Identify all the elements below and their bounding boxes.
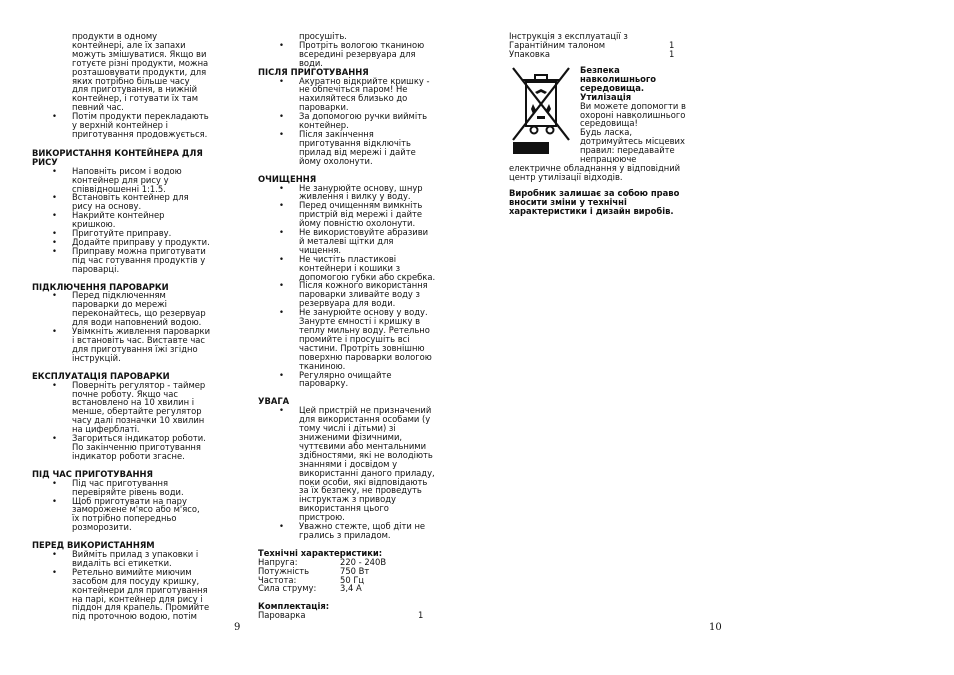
list-item: • Поверніть регулятор - таймер почне роботу. Якщо час встановлено на 10 хвилин і менше, обертайте регулятор часу далі позначки 10 хвилин на циферблаті. [32,381,222,434]
list-item: • Після закінчення приготування відключіть прилад від мережі і дайте йому охолонути. [258,130,448,166]
list-item: • Під час приготування перевіряйте рівень води. [32,479,222,497]
kit-row: Гарантійним талоном 1 [509,39,675,50]
spec-row: Частота: 50 Гц [258,574,365,585]
section-title-during: ПІД ЧАС ПРИГОТУВАННЯ [32,468,153,479]
section-title-clean: ОЧИЩЕННЯ [258,173,317,184]
kit-row: Упаковка 1 [509,48,675,59]
rice-list [32,167,222,274]
clean-list [258,184,448,389]
list-item: • Вийміть прилад з упаковки і видаліть всі етикетки. [32,550,222,568]
cont-list [258,32,448,68]
list-item: • Ретельно вимийте миючим засобом для посуду кришку, контейнери для приготування на парі, контейнер для рису і піддон для крапель. Промийте під проточною водою, потім [32,568,222,621]
list-item: • Встановіть контейнер для рису на основу. [32,193,222,211]
before-list [32,550,222,621]
section-title-specs: Технічні характеристики: [258,547,383,558]
section-title-warning: УВАГА [258,396,290,407]
page-number-right: 10 [709,622,722,633]
list-item: просушіть. [299,31,347,41]
list-item: • Після кожного використання пароварки зливайте воду з резервуара для води. [258,281,448,308]
list-item: • Додайте приправу у продукти. [32,238,222,247]
column-right [509,32,709,59]
column-middle [258,32,448,620]
list-item: • Акуратно відкрийте кришку - не обпечіться паром! Не нахиляйтеся близько до пароварки. [258,77,448,113]
during-list [32,479,222,532]
list-item: • Наповніть рисом і водою контейнер для рису у співвідношенні 1:1.5. [32,167,222,194]
spec-row: Напруга: 220 - 240В [258,556,387,567]
eco-text-tail: електричне обладнання у відповідний центр утилізації відходів. [509,163,681,182]
crossed-out-wheelie-bin-icon [509,64,573,160]
section-title-rice: ВИКОРИСТАННЯ КОНТЕЙНЕРА ДЛЯ РИСУ [32,147,203,167]
list-item: • За допомогою ручки вийміть контейнер. [258,112,448,130]
list-item: • Не використовуйте абразиви й металеві щітки для чищення. [258,228,448,255]
section-title-kit: Комплектація: [258,601,330,612]
section-title-operate: ЕКСПЛУАТАЦІЯ ПАРОВАРКИ [32,370,170,381]
list-item: • Не занурюйте основу, шнур живлення і вилку у воду. [258,184,448,202]
list-item: • Цей пристрій не призначений для використання особами (у тому числі і дітьми) зі зниженими фізичними, чуттєвими або ментальними здібностями, які не володіють знаннями і досвідом у використанні даного приладу, поки особи, які відповідають за їх безпеку, не проведуть інструктаж з приводу використання цього пристрою. [258,406,448,522]
list-item: • Увімкніть живлення пароварки і встановіть час. Виставте час для приготування їжі згідно інструкцій. [32,327,222,363]
list-item: • Протріть вологою тканиною всередині резервуара для води. [258,41,448,68]
list-item: • Регулярно очищайте пароварку. [258,371,448,389]
warning-list [258,406,448,540]
list-item: • Перед підключенням пароварки до мережі переконайтесь, що резервуар для води наповнений водою. [32,291,222,327]
list-item: • Перед очищенням вимкніть пристрій від мережі і дайте йому повністю охолонути. [258,201,448,228]
list-item: • Потім продукти перекладають у верхній контейнер і приготування продовжується. [32,112,222,139]
list-item: продукти в одному контейнері, але їх запахи можуть змішуватися. Якщо ви готуєте різні продукти, можна розташовувати продукти, для яких потрібно більше часу для приготування, в нижній контейнер, і готувати їх там певний час. [72,31,209,113]
connect-list [32,291,222,362]
section-title-before: ПЕРЕД ВИКОРИСТАННЯМ [32,540,155,551]
after-list [258,77,448,166]
section-title-after: ПІСЛЯ ПРИГОТУВАННЯ [258,66,369,77]
page-number-left: 9 [234,622,241,633]
operate-list [32,381,222,461]
column-left [32,32,222,621]
list-item: • Загориться індикатор роботи. По закінченню приготування індикатор роботи згасне. [32,434,222,461]
list-item: • Уважно стежте, щоб діти не грались з приладом. [258,522,448,540]
intro-list [32,32,222,139]
eco-text: Ви можете допомогти в охороні навколишнього середовища! Будь ласка, дотримуйтесь місцевих правил: передавайте непрацюючe [580,100,686,165]
list-item: • Приготуйте приправу. [32,229,222,238]
list-item: • Не чистіть пластикові контейнери і кошики з допомогою губки або скребка. [258,255,448,282]
list-item: • Накрийте контейнер кришкою. [32,211,222,229]
list-item: • Приправу можна приготувати під час готування продуктів у пароварці. [32,247,222,274]
spec-row: Потужність 750 Вт [258,565,370,576]
list-item: • Не занурюйте основу у воду. Занурте ємності і кришку в теплу мильну воду. Ретельно промийте і просушіть всі частини. Протріть зовнішню поверхню пароварки вологою тканиною. [258,308,448,370]
eco-title: Безпека навколишнього середовища. Утилізація [580,65,657,102]
kit-row: Пароварка 1 [258,610,424,621]
kit-row: Інструкція з експлуатації з [509,31,628,41]
section-title-connect: ПІДКЛЮЧЕННЯ ПАРОВАРКИ [32,281,169,292]
eco-info [580,66,720,164]
manufacturer-note: Виробник залишає за собою право вносити зміни у технічні характеристики і дизайн виробів. [509,188,680,216]
spec-row: Сила струму: 3,4 А [258,583,362,594]
list-item: • Щоб приготувати на пару заморожене м'ясо або м'ясо, їх потрібно попередньо розморозити. [32,497,222,533]
